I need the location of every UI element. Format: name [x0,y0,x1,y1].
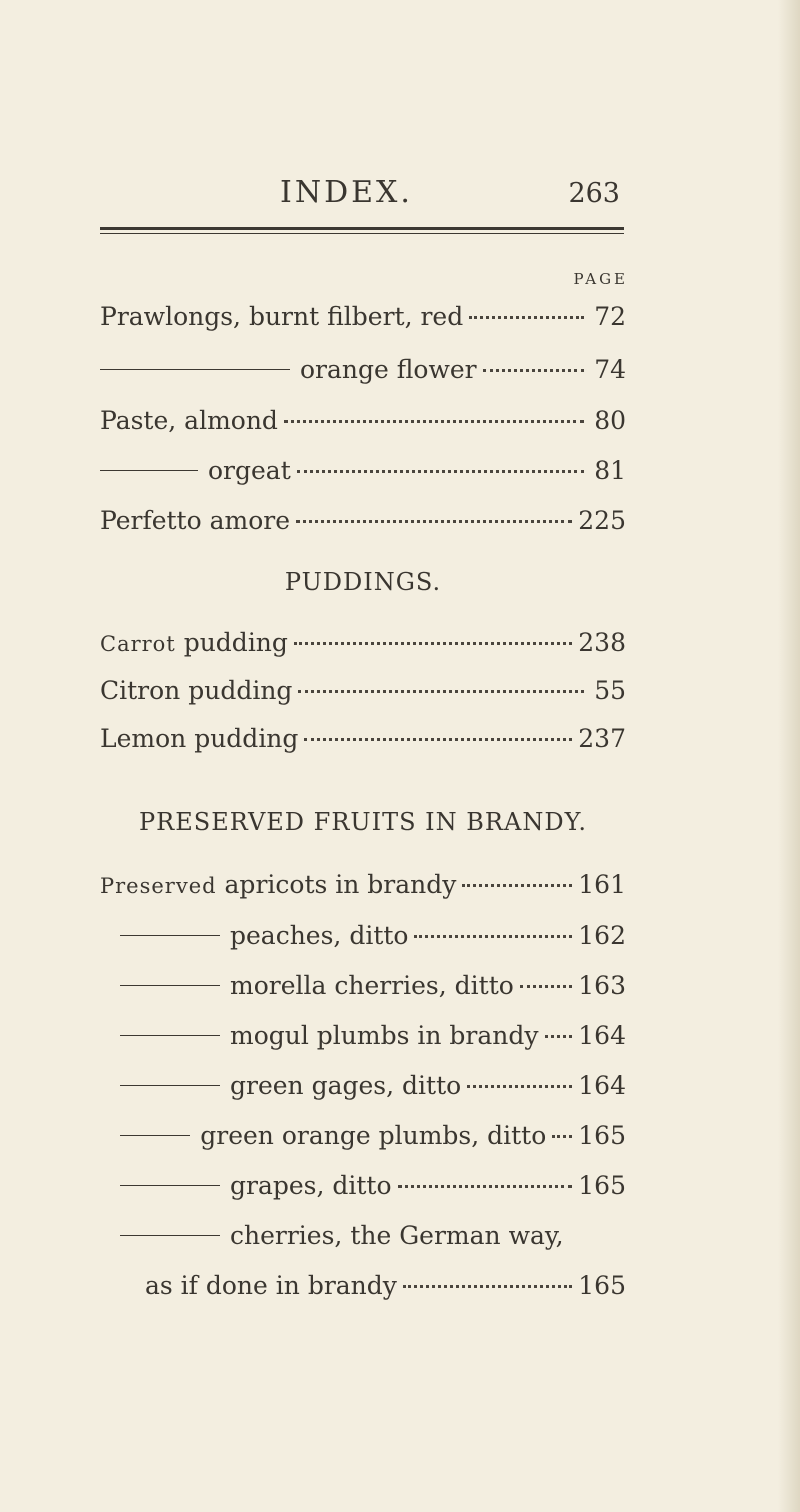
dot-leader [297,468,584,473]
ditto-dash [120,935,220,936]
entry-page: 164 [578,1071,626,1100]
entry-term: grapes, ditto [230,1171,392,1200]
page-header [280,175,620,209]
entry-page: 163 [578,971,626,1000]
index-entry [100,724,626,758]
dot-leader [298,688,584,693]
entry-term [100,870,456,899]
ditto-dash [120,1235,220,1236]
index-entry [100,355,626,389]
index-entry [100,302,626,336]
page-edge-shadow [778,0,800,1512]
section-heading-preserved-fruits: PRESERVED FRUITS IN BRANDY. [139,808,587,836]
entry-term: as if done in brandy [145,1271,397,1300]
index-entry [100,1071,626,1105]
ditto-dash [120,1185,220,1186]
entry-page: 72 [594,302,626,331]
entry-lead-word: Preserved [100,874,217,898]
entry-page: 165 [578,1121,626,1150]
ditto-dash [120,1085,220,1086]
entry-term: Prawlongs, burnt filbert, red [100,302,464,331]
entry-term: Paste, almond [100,406,278,435]
index-entry [100,1171,626,1205]
dot-leader [462,882,572,887]
header-rule-thick [100,227,624,230]
entry-lead-word: Carrot [100,632,176,656]
dot-leader [398,1183,573,1188]
index-entry [100,1021,626,1055]
ditto-dash [120,1035,220,1036]
ditto-dash [120,985,220,986]
index-entry [100,1221,626,1255]
index-entry [100,971,626,1005]
entry-term-text: apricots in brandy [224,870,457,899]
index-entry [100,456,626,490]
dot-leader [284,418,584,423]
entry-page: 162 [578,921,626,950]
ditto-dash [100,369,290,370]
entry-page: 238 [578,628,626,657]
entry-term: mogul plumbs in brandy [230,1021,539,1050]
entry-page: 164 [578,1021,626,1050]
dot-leader [414,933,572,938]
dot-leader [520,983,572,988]
entry-term-text: pudding [183,628,288,657]
entry-page: 74 [594,355,626,384]
dot-leader [296,518,572,523]
entry-term: peaches, ditto [230,921,409,950]
entry-page: 225 [578,506,626,535]
dot-leader [467,1083,572,1088]
header-rule-thin [100,233,624,234]
dot-leader [469,314,584,319]
dot-leader [294,640,572,645]
entry-term: green gages, ditto [230,1071,462,1100]
page-number: 263 [568,178,620,209]
dot-leader [403,1283,572,1288]
index-entry [100,1121,626,1155]
entry-page: 165 [578,1171,626,1200]
page-column-label: PAGE [573,270,628,288]
section-heading-puddings: PUDDINGS. [284,568,442,596]
entry-page: 81 [594,456,626,485]
index-entry [100,921,626,955]
entry-page: 55 [594,676,626,705]
dot-leader [545,1033,573,1038]
index-entry [100,676,626,710]
index-entry [100,506,626,540]
index-entry [100,870,626,904]
entry-term [100,628,288,657]
ditto-dash [120,1135,190,1136]
entry-term: cherries, the German way, [230,1221,564,1250]
entry-term: orange flower [300,355,477,384]
entry-page: 237 [578,724,626,753]
entry-page: 165 [578,1271,626,1300]
entry-term: Lemon pudding [100,724,299,753]
dot-leader [552,1133,572,1138]
index-entry [100,628,626,662]
index-entry [100,406,626,440]
entry-page: 161 [578,870,626,899]
ditto-dash [100,470,198,471]
dot-leader [483,367,584,372]
entry-term: green orange plumbs, ditto [200,1121,547,1150]
entry-term: Citron pudding [100,676,293,705]
dot-leader [304,736,572,741]
running-head: INDEX. [280,175,413,210]
entry-term: morella cherries, ditto [230,971,514,1000]
index-entry-continuation [145,1271,626,1305]
entry-term: Perfetto amore [100,506,290,535]
entry-term: orgeat [208,456,291,485]
entry-page: 80 [594,406,626,435]
